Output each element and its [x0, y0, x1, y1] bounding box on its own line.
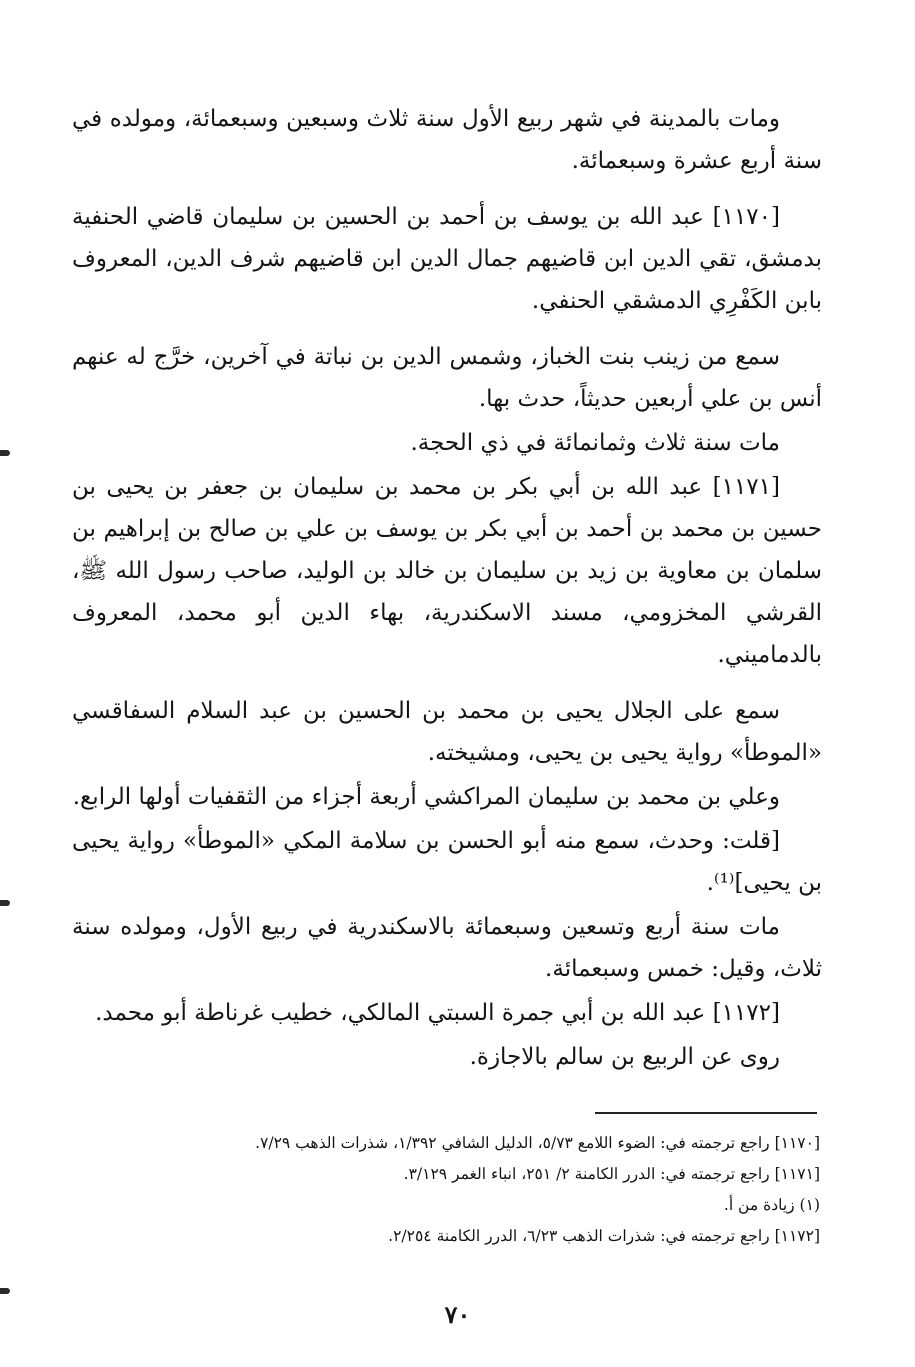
paragraph-narrated-1172: روى عن الربيع بن سالم بالاجازة. — [469, 1044, 780, 1070]
scan-edge-mark — [0, 1288, 10, 1294]
scan-edge-mark — [0, 900, 10, 906]
footnote-addition: (١) زيادة من أ. — [723, 1196, 820, 1214]
footnote-1171: [١١٧١] راجع ترجمته في: الدرر الكامنة ٢/ ٢٥١، انباء الغمر ٣/١٢٩. — [403, 1165, 820, 1183]
footnote-1172: [١١٧٢] راجع ترجمته في: شذرات الذهب ٦/٢٣، الدرر الكامنة ٢/٢٥٤. — [388, 1227, 820, 1245]
footnote-divider — [595, 1112, 817, 1114]
footnote-1170: [١١٧٠] راجع ترجمته في: الضوء اللامع ٥/٧٣، الدليل الشافي ١/٣٩٢، شذرات الذهب ٧/٢٩. — [255, 1134, 820, 1152]
entry-1171: [١١٧١] عبد الله بن أبي بكر بن محمد بن سليمان بن جعفر بن يحيى بن حسين بن محمد بن أحمد بن أبي بكر بن يوسف بن علي بن صالح بن إبراهيم بن سلمان بن معاوية بن زيد بن سليمان بن خالد بن الوليد، صاحب رسول الله ﷺ، القرشي المخزومي، مسند الاسكندرية، بهاء الدين أبو محمد، المعروف بالدماميني. — [72, 474, 822, 668]
paragraph-heard-1170: سمع من زينب بنت الخباز، وشمس الدين بن نباتة في آخرين، خرَّج له عنهم أنس بن علي أربعين حديثاً، حدث بها. — [72, 344, 822, 412]
paragraph-ali-marakeshi: وعلي بن محمد بن سليمان المراكشي أربعة أجزاء من الثقفيات أولها الرابع. — [72, 784, 780, 810]
footnotes — [80, 1128, 820, 1252]
paragraph-death-1170: مات سنة ثلاث وثمانمائة في ذي الحجة. — [410, 430, 780, 456]
scan-edge-mark — [0, 450, 10, 456]
entry-1172: [١١٧٢] عبد الله بن أبي جمرة السبتي المالكي، خطيب غرناطة أبو محمد. — [95, 1000, 780, 1026]
paragraph-death-medina: ومات بالمدينة في شهر ربيع الأول سنة ثلاث وسبعين وسبعمائة، ومولده في سنة أربع عشرة وسبعمائة. — [72, 106, 822, 174]
page-number: ٧٠ — [444, 1300, 471, 1329]
paragraph-qultu: [قلت: وحدث، سمع منه أبو الحسن بن سلامة المكي «الموطأ» رواية يحيى بن يحيى]⁽¹⁾. — [72, 828, 822, 896]
main-text — [72, 98, 822, 1080]
paragraph-death-1171: مات سنة أربع وتسعين وسبعمائة بالاسكندرية في ربيع الأول، ومولده سنة ثلاث، وقيل: خمس وسبعمائة. — [72, 914, 822, 982]
paragraph-heard-1171: سمع على الجلال يحيى بن محمد بن الحسين بن عبد السلام السفاقسي «الموطأ» رواية يحيى بن يحيى، ومشيخته. — [72, 698, 822, 766]
entry-1170: [١١٧٠] عبد الله بن يوسف بن أحمد بن الحسين بن سليمان قاضي الحنفية بدمشق، تقي الدين ابن قاضيهم جمال الدين ابن قاضيهم شرف الدين، المعروف بابن الكَفْرِي الدمشقي الحنفي. — [72, 204, 822, 314]
